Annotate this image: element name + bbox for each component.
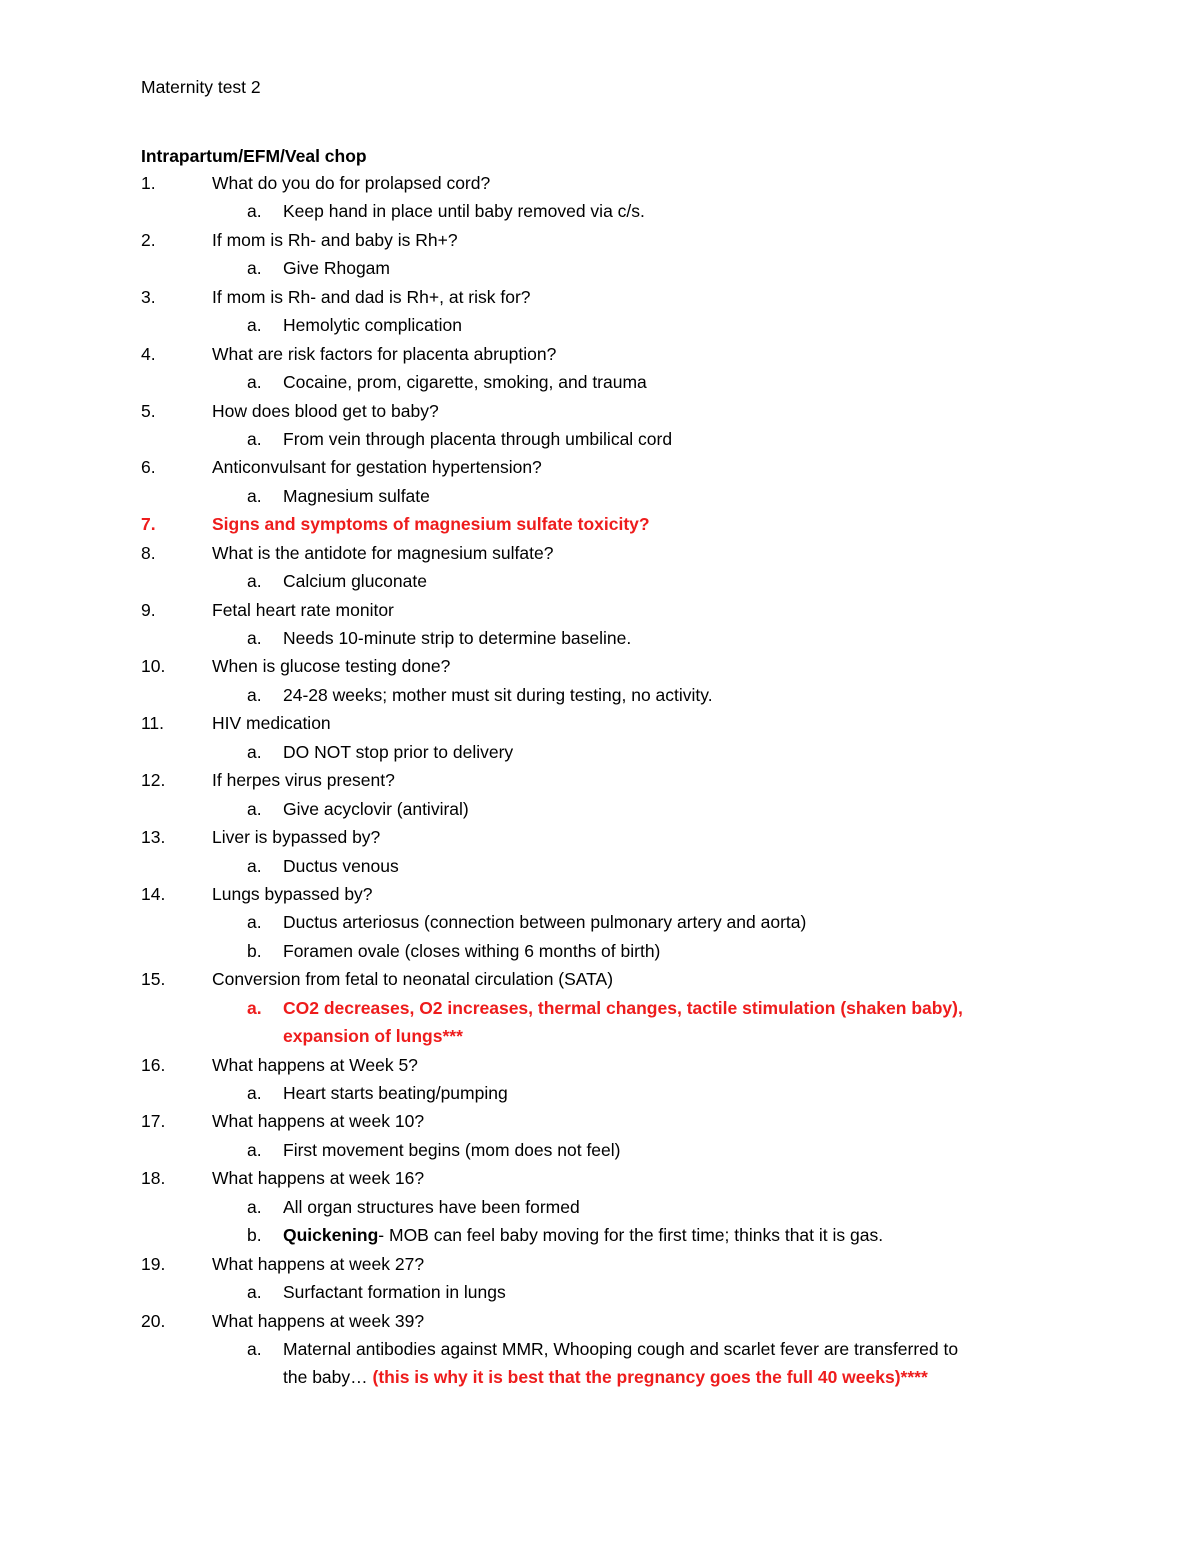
page-title: Maternity test 2 xyxy=(141,77,261,97)
answer-letter: a. xyxy=(247,1196,262,1217)
answer-letter: a. xyxy=(247,997,262,1018)
answer-row xyxy=(0,570,1200,598)
question-number: 19. xyxy=(141,1253,166,1274)
question-number: 5. xyxy=(141,400,156,421)
answer-letter: a. xyxy=(247,1338,262,1359)
question-number: 6. xyxy=(141,457,156,478)
answer-text: CO2 decreases, O2 increases, thermal changes, tactile stimulation (shaken baby), xyxy=(283,997,963,1018)
answer-row xyxy=(0,1338,1200,1366)
answer-row xyxy=(0,257,1200,285)
answer-row xyxy=(0,485,1200,513)
question-text: Conversion from fetal to neonatal circulation (SATA) xyxy=(212,969,614,990)
question-text: Lungs bypassed by? xyxy=(212,883,373,904)
answer-text: First movement begins (mom does not feel) xyxy=(283,1139,621,1160)
answer-letter: a. xyxy=(247,855,262,876)
answer-letter: a. xyxy=(247,571,262,592)
question-row xyxy=(0,400,1200,428)
question-number: 13. xyxy=(141,827,166,848)
answer-letter: a. xyxy=(247,798,262,819)
question-text: What happens at week 39? xyxy=(212,1310,425,1331)
answer-text: Ductus venous xyxy=(283,855,399,876)
answer-text: Give Rhogam xyxy=(283,258,390,279)
question-number: 2. xyxy=(141,229,156,250)
answer-row xyxy=(0,1082,1200,1110)
answer-text: Surfactant formation in lungs xyxy=(283,1282,506,1303)
question-row xyxy=(0,456,1200,484)
answer-text-continued-highlight: (this is why it is best that the pregnancy goes the full 40 weeks)**** xyxy=(372,1367,928,1388)
answer-letter: a. xyxy=(247,428,262,449)
question-row xyxy=(0,1253,1200,1281)
question-row xyxy=(0,655,1200,683)
question-text: Anticonvulsant for gestation hypertension? xyxy=(212,457,542,478)
answer-letter: a. xyxy=(247,1139,262,1160)
question-number: 10. xyxy=(141,656,166,677)
question-text: What do you do for prolapsed cord? xyxy=(212,173,491,193)
question-text: Fetal heart rate monitor xyxy=(212,599,394,620)
question-row xyxy=(0,343,1200,371)
question-number: 9. xyxy=(141,599,156,620)
answer-letter: b. xyxy=(247,940,262,961)
question-text: What are risk factors for placenta abruption? xyxy=(212,343,557,364)
question-text: What happens at week 16? xyxy=(212,1168,425,1189)
answer-letter: a. xyxy=(247,684,262,705)
answer-text: Heart starts beating/pumping xyxy=(283,1083,508,1103)
answer-row xyxy=(0,627,1200,655)
question-row-highlighted xyxy=(0,513,1200,541)
question-text: What happens at week 27? xyxy=(212,1253,425,1274)
question-text: If mom is Rh- and dad is Rh+, at risk for? xyxy=(212,286,531,307)
answer-text xyxy=(283,1224,883,1246)
question-row xyxy=(0,1310,1200,1338)
question-number: 1. xyxy=(141,173,156,193)
answer-text-continued-plain: the baby… xyxy=(283,1367,373,1388)
question-text: How does blood get to baby? xyxy=(212,400,439,421)
question-number: 14. xyxy=(141,883,166,904)
question-number: 12. xyxy=(141,770,166,791)
section-heading: Intrapartum/EFM/Veal chop xyxy=(141,146,367,166)
answer-text: Magnesium sulfate xyxy=(283,485,430,506)
answer-row xyxy=(0,741,1200,769)
answer-letter: a. xyxy=(247,628,262,648)
question-row xyxy=(0,712,1200,740)
answer-row xyxy=(0,940,1200,968)
answer-row xyxy=(0,314,1200,342)
answer-letter: a. xyxy=(247,315,262,336)
question-number: 11. xyxy=(141,713,165,734)
question-row xyxy=(0,826,1200,854)
question-number: 18. xyxy=(141,1168,166,1189)
answer-text: Needs 10-minute strip to determine baseline. xyxy=(283,628,632,648)
question-row xyxy=(0,599,1200,627)
answer-row xyxy=(0,798,1200,826)
answer-letter: a. xyxy=(247,258,262,279)
question-text: If herpes virus present? xyxy=(212,770,395,791)
answer-text: Keep hand in place until baby removed via c/s. xyxy=(283,201,645,222)
question-row xyxy=(0,1110,1200,1138)
question-text: What happens at Week 5? xyxy=(212,1054,418,1075)
question-number: 15. xyxy=(141,969,166,990)
answer-letter: b. xyxy=(247,1225,262,1246)
question-number: 3. xyxy=(141,286,156,307)
answer-continuation-row xyxy=(0,1025,1200,1053)
answer-text: Maternal antibodies against MMR, Whooping cough and scarlet fever are transferred to xyxy=(283,1338,959,1359)
question-number: 7. xyxy=(141,514,156,535)
answer-row xyxy=(0,200,1200,228)
answer-row xyxy=(0,1224,1200,1252)
question-row xyxy=(0,286,1200,314)
question-row xyxy=(0,542,1200,570)
question-text: If mom is Rh- and baby is Rh+? xyxy=(212,229,458,250)
question-row xyxy=(0,172,1200,200)
question-row xyxy=(0,883,1200,911)
answer-continuation-row xyxy=(0,1366,1200,1394)
answer-text-continued xyxy=(283,1366,928,1388)
question-number: 4. xyxy=(141,343,156,364)
answer-row xyxy=(0,855,1200,883)
answer-letter: a. xyxy=(247,485,262,506)
qa-list xyxy=(0,172,1200,1395)
question-row xyxy=(0,769,1200,797)
question-number: 20. xyxy=(141,1310,166,1331)
question-number: 16. xyxy=(141,1054,166,1075)
question-text: When is glucose testing done? xyxy=(212,656,451,677)
answer-text: From vein through placenta through umbilical cord xyxy=(283,428,673,449)
answer-text: DO NOT stop prior to delivery xyxy=(283,741,514,762)
answer-letter: a. xyxy=(247,372,262,393)
answer-letter: a. xyxy=(247,1282,262,1303)
question-row xyxy=(0,1054,1200,1082)
question-text: What is the antidote for magnesium sulfate? xyxy=(212,542,554,563)
question-text: HIV medication xyxy=(212,713,331,734)
answer-row xyxy=(0,1281,1200,1309)
answer-row-highlighted xyxy=(0,997,1200,1025)
question-row xyxy=(0,229,1200,257)
answer-row xyxy=(0,911,1200,939)
answer-text: Give acyclovir (antiviral) xyxy=(283,798,469,819)
answer-row xyxy=(0,428,1200,456)
answer-text-continued: expansion of lungs*** xyxy=(283,1026,463,1047)
answer-text: Ductus arteriosus (connection between pulmonary artery and aorta) xyxy=(283,912,807,933)
answer-letter: a. xyxy=(247,201,262,222)
answer-row xyxy=(0,684,1200,712)
answer-row xyxy=(0,371,1200,399)
answer-term: Quickening xyxy=(283,1225,379,1246)
answer-text: All organ structures have been formed xyxy=(283,1196,580,1217)
answer-text: 24-28 weeks; mother must sit during testing, no activity. xyxy=(283,684,713,705)
answer-row xyxy=(0,1196,1200,1224)
question-row xyxy=(0,968,1200,996)
question-text: What happens at week 10? xyxy=(212,1111,425,1132)
question-text: Signs and symptoms of magnesium sulfate toxicity? xyxy=(212,514,650,535)
question-row xyxy=(0,1167,1200,1195)
answer-letter: a. xyxy=(247,1083,262,1103)
answer-text: Cocaine, prom, cigarette, smoking, and trauma xyxy=(283,372,647,393)
answer-text: Foramen ovale (closes withing 6 months of birth) xyxy=(283,940,661,961)
answer-letter: a. xyxy=(247,741,262,762)
question-number: 8. xyxy=(141,542,156,563)
question-number: 17. xyxy=(141,1111,166,1132)
question-text: Liver is bypassed by? xyxy=(212,827,381,848)
answer-letter: a. xyxy=(247,912,262,933)
answer-text: Calcium gluconate xyxy=(283,571,427,592)
answer-text: Hemolytic complication xyxy=(283,315,462,336)
answer-term-definition: - MOB can feel baby moving for the first time; thinks that it is gas. xyxy=(378,1225,884,1246)
answer-row xyxy=(0,1139,1200,1167)
